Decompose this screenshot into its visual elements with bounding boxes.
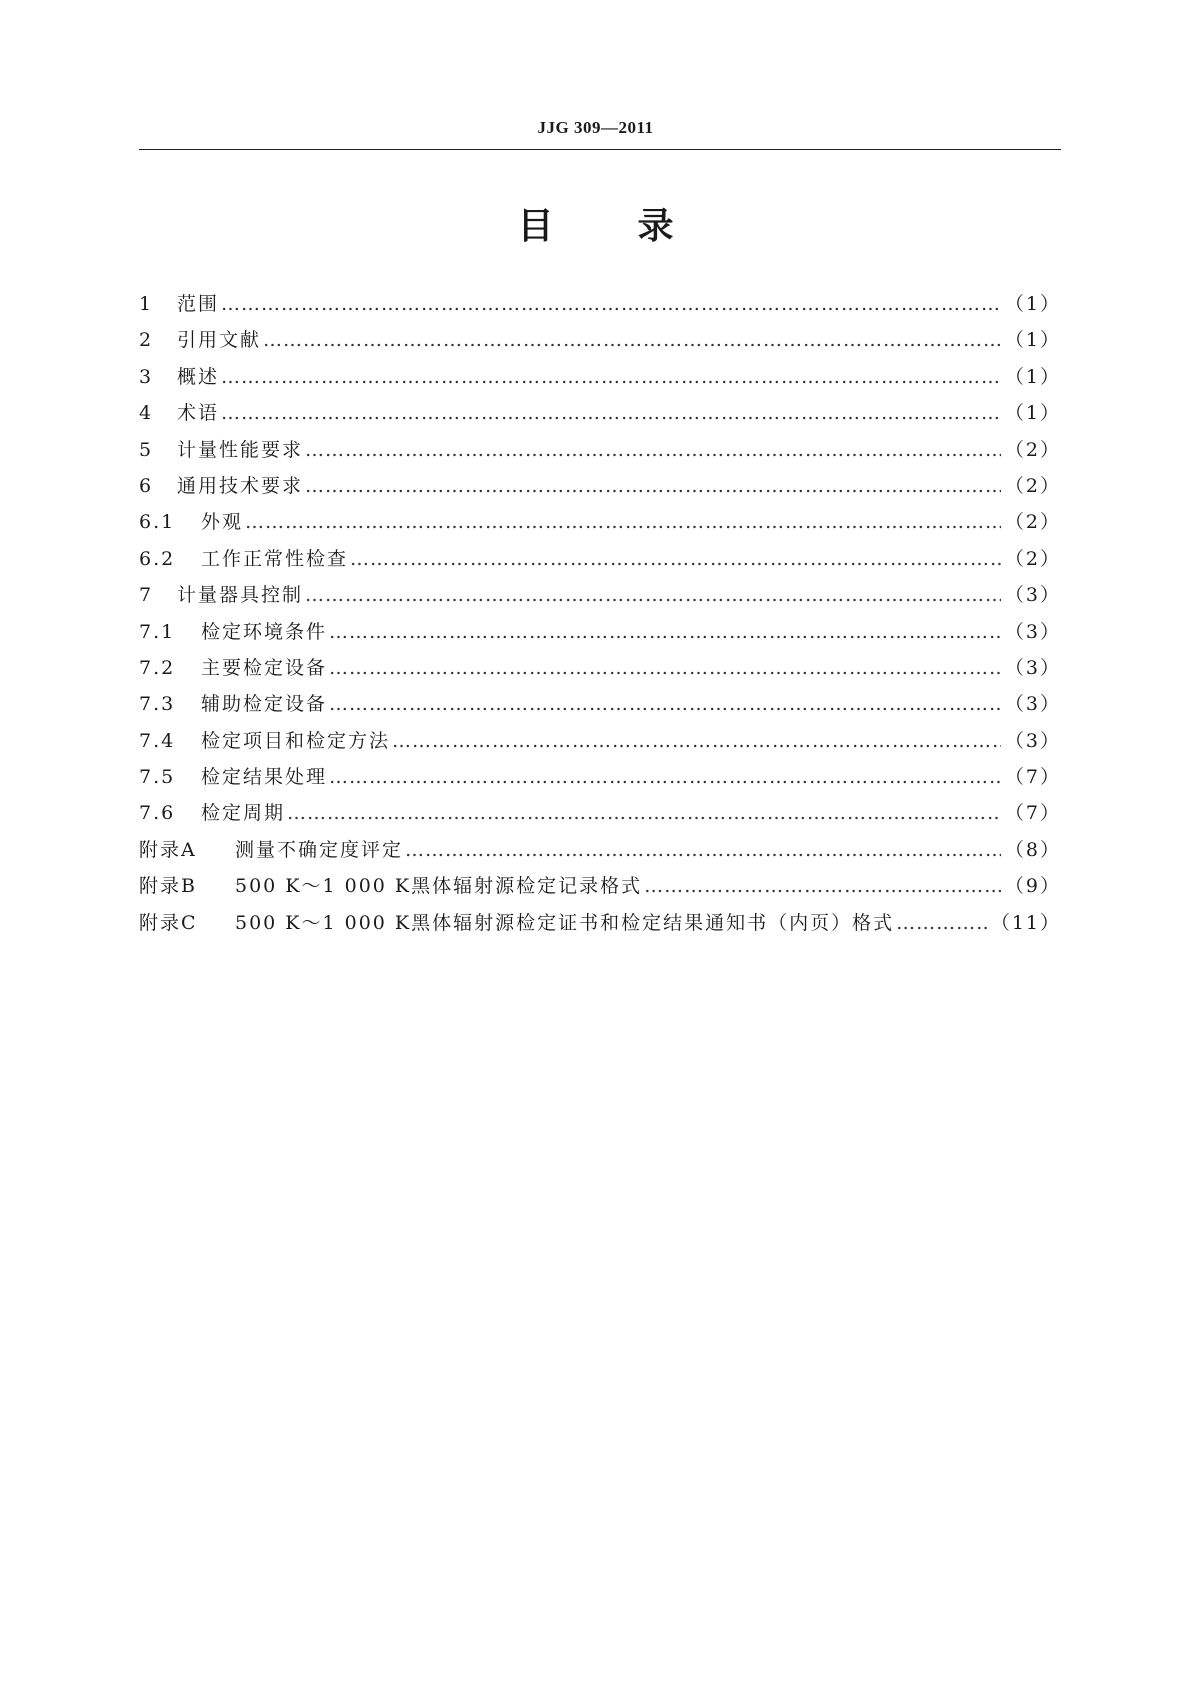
- toc-entry-number: 5: [139, 438, 154, 461]
- toc-entry-7-5[interactable]: [139, 762, 1061, 798]
- toc-entry-number: 7.6: [139, 802, 176, 825]
- toc-entry-number: 7.3: [139, 693, 176, 716]
- title-char-1: 目: [517, 206, 554, 247]
- toc-entry-number: 4: [139, 402, 154, 425]
- toc-entry-number: 6.1: [139, 511, 176, 534]
- toc-leader-dots: [329, 766, 1001, 788]
- toc-entry-label: 检定环境条件: [201, 620, 328, 643]
- toc-entry-page: （1）: [1004, 365, 1061, 388]
- title-char-2: 录: [637, 206, 674, 247]
- toc-entry-number: 附录C: [139, 911, 198, 934]
- toc-entry-label: 术语: [177, 402, 220, 425]
- toc-entry-label: 工作正常性检查: [201, 547, 349, 570]
- toc-entry-number: 1: [139, 293, 154, 315]
- toc-leader-dots: [644, 875, 1001, 897]
- toc-entry-page: （2）: [1004, 438, 1061, 461]
- toc-entry-label: 500 K～1 000 K黑体辐射源检定记录格式: [235, 875, 643, 898]
- toc-entry-number: 附录B: [139, 875, 197, 898]
- toc-entry-page: （3）: [1004, 693, 1061, 716]
- toc-entry-label: 检定结果处理: [201, 766, 328, 789]
- toc-entry-number: 7.1: [139, 620, 176, 643]
- toc-entry-number: 7: [139, 584, 154, 607]
- page-title: [0, 203, 1191, 251]
- toc-entry-page: （7）: [1004, 802, 1061, 825]
- toc-entry-label: 计量性能要求: [177, 438, 304, 461]
- toc-leader-dots: [287, 802, 1001, 824]
- toc-leader-dots: [263, 329, 1001, 351]
- toc-entry-label: 计量器具控制: [177, 584, 304, 607]
- toc-entry-7-1[interactable]: [139, 617, 1061, 653]
- toc-entry-page: （3）: [1004, 729, 1061, 752]
- document-code-header: JJG 309—2011: [537, 118, 654, 137]
- toc-entry-2[interactable]: [139, 325, 1061, 361]
- toc-entry-appendix-c[interactable]: [139, 908, 1061, 944]
- toc-entry-number: 7.5: [139, 766, 176, 789]
- toc-entry-label: 测量不确定度评定: [235, 838, 404, 861]
- toc-entry-6[interactable]: [139, 471, 1061, 507]
- toc-entry-label: 概述: [177, 365, 220, 388]
- toc-leader-dots: [221, 366, 1001, 388]
- toc-entry-label: 主要检定设备: [201, 656, 328, 679]
- header-rule: [139, 149, 1061, 150]
- toc-entry-number: 2: [139, 329, 154, 352]
- toc-entry-label: 范围: [177, 293, 220, 315]
- toc-entry-6-2[interactable]: [139, 544, 1061, 580]
- toc-entry-7-3[interactable]: [139, 689, 1061, 725]
- toc-leader-dots: [392, 730, 1001, 752]
- toc-leader-dots: [245, 511, 1001, 533]
- toc-entry-page: （3）: [1004, 584, 1061, 607]
- toc-entry-page: （3）: [1004, 620, 1061, 643]
- toc-entry-page: （11）: [990, 911, 1061, 934]
- toc-entry-6-1[interactable]: [139, 507, 1061, 543]
- toc-leader-dots: [329, 621, 1001, 643]
- toc-entry-label: 检定项目和检定方法: [201, 729, 391, 752]
- toc-entry-page: （1）: [1004, 293, 1061, 315]
- toc-entry-appendix-b[interactable]: [139, 871, 1061, 907]
- toc-entry-page: （1）: [1004, 402, 1061, 425]
- toc-leader-dots: [896, 912, 987, 934]
- toc-entry-number: 附录A: [139, 838, 197, 861]
- toc-entry-page: （8）: [1004, 838, 1061, 861]
- toc-entry-page: （1）: [1004, 329, 1061, 352]
- toc-leader-dots: [305, 475, 1001, 497]
- toc-entry-number: 3: [139, 365, 154, 388]
- toc-entry-appendix-a[interactable]: [139, 835, 1061, 871]
- toc-entry-number: 7.2: [139, 656, 176, 679]
- toc-entry-7-6[interactable]: [139, 798, 1061, 834]
- toc-entry-page: （2）: [1004, 474, 1061, 497]
- toc-entry-label: 通用技术要求: [177, 474, 304, 497]
- toc-entry-label: 辅助检定设备: [201, 693, 328, 716]
- toc-entry-page: （7）: [1004, 766, 1061, 789]
- toc-leader-dots: [329, 657, 1001, 679]
- toc-entry-label: 引用文献: [177, 329, 262, 352]
- toc-leader-dots: [305, 439, 1001, 461]
- toc-entry-3[interactable]: [139, 362, 1061, 398]
- toc-entry-7-2[interactable]: [139, 653, 1061, 689]
- toc-entry-number: 7.4: [139, 729, 176, 752]
- toc-entry-4[interactable]: [139, 398, 1061, 434]
- toc-entry-7[interactable]: [139, 580, 1061, 616]
- toc-leader-dots: [350, 548, 1001, 570]
- toc-entry-label: 500 K～1 000 K黑体辐射源检定证书和检定结果通知书（内页）格式: [235, 911, 895, 934]
- toc-leader-dots: [329, 693, 1001, 715]
- toc-entry-number: 6.2: [139, 547, 176, 570]
- toc-entry-page: （2）: [1004, 547, 1061, 570]
- toc-entry-label: 检定周期: [201, 802, 286, 825]
- toc-entry-7-4[interactable]: [139, 726, 1061, 762]
- toc-leader-dots: [221, 293, 1001, 315]
- toc-leader-dots: [405, 839, 1001, 861]
- toc-entry-label: 外观: [201, 511, 244, 534]
- toc-entry-5[interactable]: [139, 435, 1061, 471]
- toc-entry-page: （3）: [1004, 656, 1061, 679]
- toc-entry-number: 6: [139, 474, 154, 497]
- toc-entry-page: （9）: [1004, 875, 1061, 898]
- table-of-contents: [139, 289, 1061, 944]
- toc-leader-dots: [221, 402, 1001, 424]
- toc-leader-dots: [305, 584, 1001, 606]
- toc-entry-1[interactable]: [139, 289, 1061, 325]
- toc-entry-page: （2）: [1004, 511, 1061, 534]
